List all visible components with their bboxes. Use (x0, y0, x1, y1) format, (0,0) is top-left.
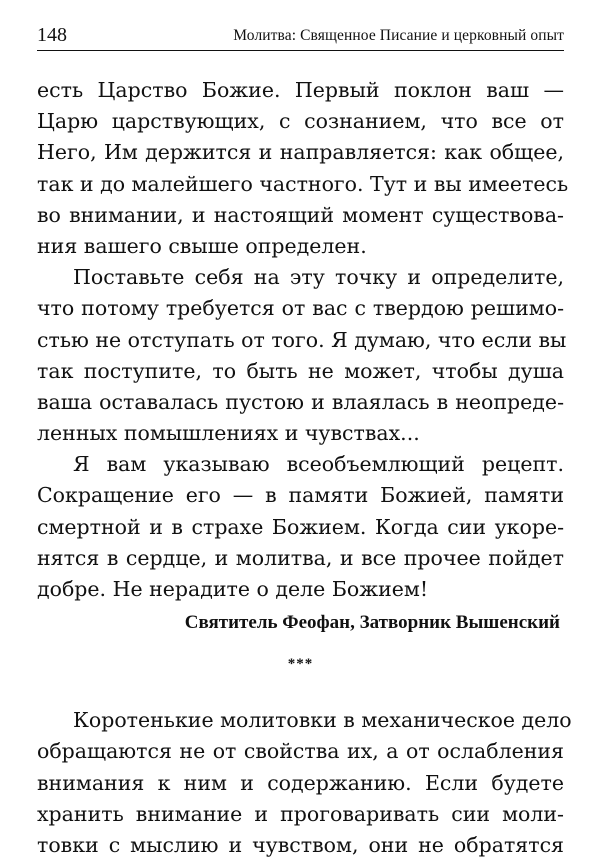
text-line: стью не отступать от того. Я думаю, что если вы (37, 327, 567, 352)
attribution: Святитель Феофан, Затворник Вышенский (184, 612, 560, 634)
text-line: хранить внимание и проговаривать сии моли- (37, 801, 564, 826)
body-text (37, 75, 572, 861)
text-line: Я вам указываю всеобъемлющий рецепт. (73, 452, 564, 477)
page-header (37, 22, 564, 51)
text-line: обращаются не от свойства их, а от ослабления (37, 739, 564, 764)
running-title: Молитва: Священное Писание и церковный опыт (233, 27, 564, 44)
text-line: ния вашего свыше определен. (37, 233, 367, 258)
text-line: Царю царствующих, с сознанием, что все от (37, 109, 564, 134)
text-line: Сокращение его — в памяти Божией, памяти (37, 483, 564, 508)
paragraph-4 (37, 705, 572, 861)
text-line: во внимании, и настоящий момент существова- (37, 202, 564, 227)
section-separator: *** (287, 656, 314, 673)
text-line: добре. Не нерадите о деле Божием! (37, 577, 429, 601)
text-line: ваша оставалась пустою и влаялась в неопреде- (37, 389, 564, 414)
paragraph-3 (37, 449, 564, 605)
text-line: нятся в сердце, и молитва, и все прочее пойдет (37, 545, 564, 570)
text-line: Него, Им держится и направляется: как общее, (37, 140, 564, 165)
paragraph-2 (37, 262, 567, 449)
text-line: смертной и в страхе Божием. Когда сии укоре- (37, 514, 564, 539)
text-line: Поставьте себя на эту точку и определите, (73, 265, 564, 290)
text-line: что потому требуется от вас с твердою решимо- (37, 296, 564, 321)
text-line: ленных помышлениях и чувствах... (37, 421, 420, 446)
text-line: так поступите, то быть не может, чтобы душа (37, 358, 564, 383)
paragraph-1 (37, 75, 569, 262)
text-line: внимания к ним и содержанию. Если будете (37, 770, 564, 795)
text-line: товки с мыслию и чувством, они не обратятся (37, 832, 564, 857)
text-line: Коротенькие молитовки в механическое дело (73, 708, 572, 733)
page-number: 148 (37, 24, 67, 46)
text-line: есть Царство Божие. Первый поклон ваш — (37, 78, 564, 102)
text-line: так и до малейшего частного. Тут и вы имеетесь (37, 171, 569, 196)
